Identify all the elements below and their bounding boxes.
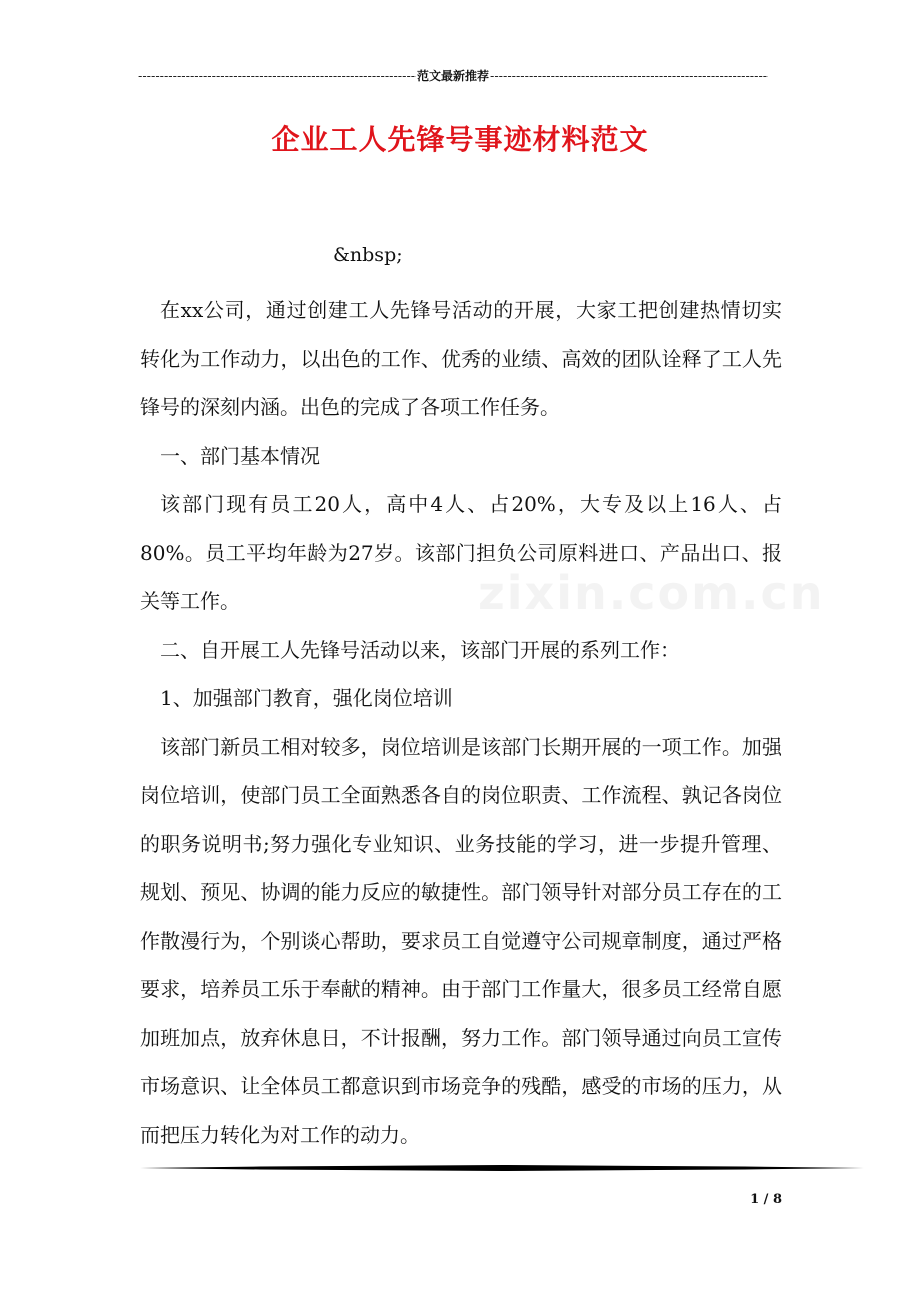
nbsp-text: &nbsp; bbox=[333, 244, 403, 266]
paragraph-training: 该部门新员工相对较多，岗位培训是该部门长期开展的一项工作。加强岗位培训，使部门员工全面熟悉各自的岗位职责、工作流程、孰记各岗位的职务说明书;努力强化专业知识、业务技能的学习，进一步提升管理、规划、预见、协调的能力反应的敏捷性。部门领导针对部分员工存在的工作散漫行为，个别谈心帮助，要求员工自觉遵守公司规章制度，通过严格要求，培养员工乐于奉献的精神。由于部门工作量大，很多员工经常自愿加班加点，放弃休息日，不计报酬，努力工作。部门领导通过向员工宣传市场意识、让全体员工都意识到市场竞争的残酷，感受的市场的压力，从而把压力转化为对工作的动力。 bbox=[140, 734, 782, 1147]
section-heading-2: 二、自开展工人先锋号活动以来，该部门开展的系列工作： bbox=[160, 637, 680, 662]
page-header bbox=[138, 66, 768, 86]
header-label: 范文最新推荐 bbox=[416, 69, 489, 83]
document-body bbox=[140, 286, 782, 1159]
paragraph-intro: 在xx公司，通过创建工人先锋号活动的开展，大家工把创建热情切实转化为工作动力，以出色的工作、优秀的业绩、高效的团队诠释了工人先锋号的深刻内涵。出色的完成了各项工作任务。 bbox=[140, 298, 782, 419]
document-title: 企业工人先锋号事迹材料范文 bbox=[271, 123, 649, 156]
header-dash-right bbox=[490, 66, 768, 86]
watermark: zixin.com.cn bbox=[478, 566, 825, 620]
subsection-heading-1: 1、加强部门教育，强化岗位培训 bbox=[160, 686, 453, 710]
paragraph-department-info: 该部门现有员工20人，高中4人、占20%，大专及以上16人、占80%。员工平均年龄为27岁。该部门担负公司原料进口、产品出口、报关等工作。 bbox=[140, 492, 782, 613]
section-heading-1: 一、部门基本情况 bbox=[160, 443, 320, 468]
footer-rule bbox=[140, 1162, 864, 1174]
header-dash-left bbox=[138, 66, 416, 86]
page-number: 1 / 8 bbox=[750, 1192, 782, 1207]
